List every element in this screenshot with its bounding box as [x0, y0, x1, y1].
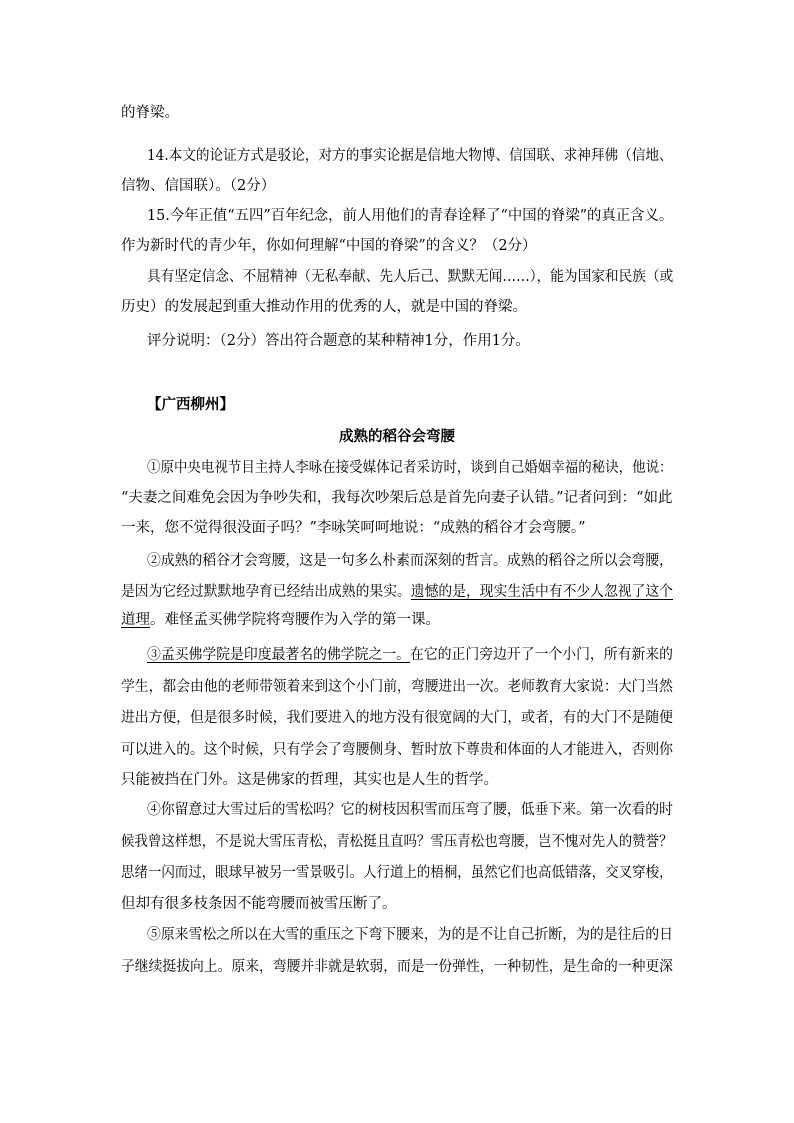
- paragraph-3-line-3: 进出方便，但是很多时候，我们要进入的地方没有很宽阔的大门，或者，有的大门不是随便: [121, 710, 673, 726]
- paragraph-2-text: 。难怪孟买佛学院将弯腰作为入学的第一课。: [150, 612, 440, 628]
- paragraph-1-line-2: “夫妻之间难免会因为争吵失和，我每次吵架后总是首先向妻子认错。”记者问到：“如此: [121, 490, 673, 506]
- paragraph-3-line-4: 可以进入的。这个时候，只有学会了弯腰侧身、暂时放下尊贵和体面的人才能进入，否则你: [121, 742, 673, 758]
- paragraph-3-line-5: 只能被挡在门外。这是佛家的哲理，其实也是人生的哲学。: [121, 772, 498, 788]
- paragraph-3-line-2: 学生，都会由他的老师带领着来到这个小门前，弯腰进出一次。老师教育大家说：大门当然: [121, 679, 673, 695]
- answer-15-line-2: 历史）的发展起到重大推动作用的优秀的人，就是中国的脊梁。: [121, 299, 527, 315]
- article-title: 成熟的稻谷会弯腰: [339, 428, 455, 445]
- answer-14-line-2: 信物、信国联）。（2分）: [121, 178, 276, 194]
- paragraph-5-line-2: 子继续挺拔向上。原来，弯腰并非就是软弱，而是一份弹性，一种韧性，是生命的一种更深: [121, 959, 673, 975]
- underlined-sentence-end: 道理: [121, 612, 150, 628]
- paragraph-3-line-1: [147, 645, 673, 665]
- text-line: 的脊梁。: [121, 105, 179, 121]
- scoring-note: 评分说明：（2分）答出符合题意的某种精神1分，作用1分。: [147, 333, 530, 349]
- paragraph-3-text: 在它的正门旁边开了一个小门，所有新来的: [409, 647, 673, 663]
- paragraph-4-line-4: 但却有很多枝条因不能弯腰而被雪压断了。: [121, 896, 397, 912]
- answer-14-line-1: 14.本文的论证方式是驳论，对方的事实论据是信地大物博、信国联、求神拜佛（信地、: [147, 148, 673, 164]
- question-15-line-1: 15.今年正值“五四”百年纪念，前人用他们的青春诠释了“中国的脊梁”的真正含义。: [147, 208, 674, 224]
- underlined-sentence: ③孟买佛学院是印度最著名的佛学院之一。: [147, 647, 410, 663]
- paragraph-2-line-1: ②成熟的稻谷才会弯腰，这是一句多么朴素而深刻的哲言。成熟的稻谷之所以会弯腰，: [147, 553, 673, 569]
- paragraph-2-line-2: [121, 582, 673, 602]
- paragraph-4-line-3: 思绪一闪而过，眼球早被另一雪景吸引。人行道上的梧桐，虽然它们也高低错落，交叉穿梭，: [121, 865, 673, 881]
- paragraph-4-line-2: 候我曾这样想，不是说大雪压青松，青松挺且直吗？雪压青松也弯腰，岂不愧对先人的赞誉？: [121, 834, 673, 850]
- paragraph-2-line-3: [121, 610, 440, 630]
- paragraph-1-line-3: 一来，您不觉得很没面子吗？”李咏笑呵呵地说：“成熟的稻谷才会弯腰。”: [121, 520, 586, 536]
- paragraph-5-line-1: ⑤原来雪松之所以在大雪的重压之下弯下腰来，为的是不让自己折断，为的是往后的日: [147, 927, 673, 943]
- underlined-sentence: 遗憾的是，现实生活中有不少人忽视了这个: [410, 584, 673, 600]
- question-15-line-2: 作为新时代的青少年，你如何理解“中国的脊梁”的含义？（2分）: [121, 238, 537, 254]
- paragraph-4-line-1: ④你留意过大雪过后的雪松吗？它的树枝因积雪而压弯了腰，低垂下来。第一次看的时: [147, 802, 673, 818]
- answer-15-line-1: 具有坚定信念、不屈精神（无私奉献、先人后己、默默无闻……），能为国家和民族（或: [147, 269, 674, 285]
- section-heading: 【广西柳州】: [147, 396, 234, 413]
- paragraph-1-line-1: ①原中央电视节目主持人李咏在接受媒体记者采访时，谈到自己婚姻幸福的秘诀，他说：: [147, 460, 673, 476]
- paragraph-2-text: 是因为它经过默默地孕育已经结出成熟的果实。: [121, 584, 411, 600]
